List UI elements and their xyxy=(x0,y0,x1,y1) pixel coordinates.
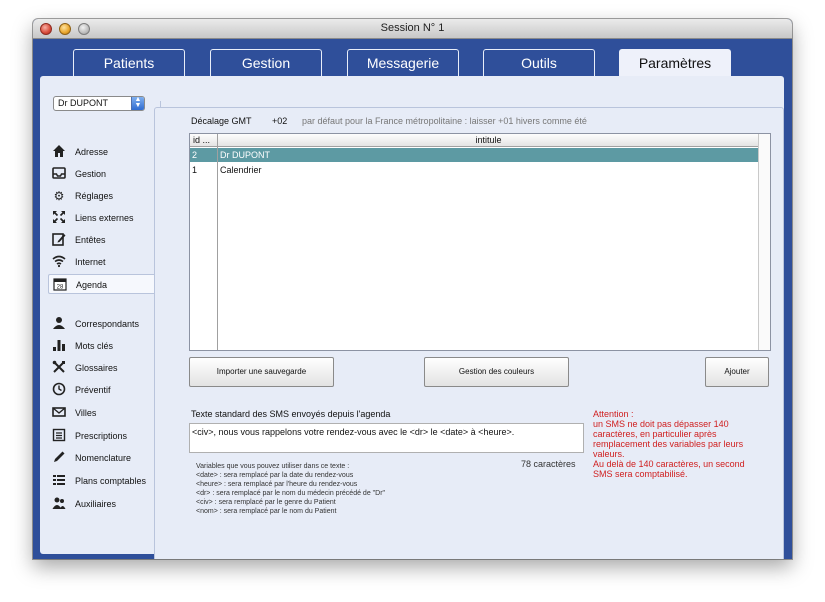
warning-line: Attention : xyxy=(593,409,634,419)
list-icon xyxy=(51,428,67,444)
column-header-id[interactable]: id ... xyxy=(193,135,211,145)
window-title: Session N° 1 xyxy=(380,22,445,34)
gmt-offset-field[interactable]: +02 xyxy=(272,116,288,126)
sidebar-item-label: Mots clés xyxy=(75,341,114,351)
bar-chart-icon xyxy=(51,338,67,354)
sidebar-item-nomenclature[interactable] xyxy=(51,448,161,468)
sidebar-item-prescriptions[interactable] xyxy=(51,426,161,446)
sidebar-item-label: Correspondants xyxy=(75,319,140,329)
sidebar-item-label: Villes xyxy=(75,408,97,418)
sidebar-item-internet[interactable] xyxy=(51,252,161,272)
variables-line: <dr> : sera remplacé par le nom du médecin précédé de "Dr" xyxy=(196,490,386,497)
table-scrollbar[interactable] xyxy=(758,134,770,350)
person-icon xyxy=(51,316,67,332)
tab-patients[interactable]: Patients xyxy=(73,49,185,77)
sidebar-item-auxiliaires[interactable] xyxy=(51,494,161,514)
agenda-table xyxy=(189,133,771,351)
table-header xyxy=(190,134,758,147)
tab-gestion[interactable]: Gestion xyxy=(210,49,322,77)
pen-icon xyxy=(51,450,67,466)
sidebar-item-agenda[interactable] xyxy=(48,274,163,294)
tab-messagerie[interactable]: Messagerie xyxy=(347,49,459,77)
table-cell-intitule: Dr DUPONT xyxy=(220,150,270,160)
gmt-hint: par défaut pour la France métropolitaine : laisser +01 hivers comme été xyxy=(302,116,587,126)
tab-outils[interactable]: Outils xyxy=(483,49,595,77)
sidebar-item-entetes[interactable] xyxy=(51,230,161,250)
color-management-button[interactable]: Gestion des couleurs xyxy=(424,357,569,387)
sidebar-item-glossaires[interactable] xyxy=(51,358,161,378)
select-arrows-icon: ▲ ▼ xyxy=(131,97,144,110)
envelope-icon xyxy=(51,405,67,421)
calendar-day-text: 28 xyxy=(56,284,64,291)
sms-title: Texte standard des SMS envoyés depuis l'agenda xyxy=(191,409,391,419)
wifi-icon xyxy=(51,254,67,270)
group-icon xyxy=(51,496,67,512)
calendar-icon xyxy=(52,277,68,293)
plan-list-icon xyxy=(51,473,67,489)
expand-icon xyxy=(51,210,67,226)
tools-icon xyxy=(51,360,67,376)
tab-parametres[interactable]: Paramètres xyxy=(619,49,731,77)
sidebar-item-label: Adresse xyxy=(75,147,109,157)
sidebar-item-liens-externes[interactable] xyxy=(51,208,161,228)
table-cell-intitule: Calendrier xyxy=(220,165,262,175)
sms-character-count: 78 caractères xyxy=(521,459,576,469)
sidebar-item-plans-comptables[interactable] xyxy=(51,471,161,491)
warning-line: valeurs. xyxy=(593,449,625,459)
sidebar-item-label: Entêtes xyxy=(75,235,106,245)
variables-line: Variables que vous pouvez utiliser dans ce texte : xyxy=(196,463,350,470)
home-icon xyxy=(51,144,67,160)
add-button[interactable]: Ajouter xyxy=(705,357,769,387)
table-row[interactable] xyxy=(190,163,758,177)
sidebar-item-label: Gestion xyxy=(75,169,107,179)
sidebar-item-label: Nomenclature xyxy=(75,453,132,463)
variables-line: <nom> : sera remplacé par le nom du Patient xyxy=(196,508,337,515)
sidebar-item-label: Réglages xyxy=(75,191,114,201)
sms-text-field[interactable]: <civ>, nous vous rappelons votre rendez-vous avec le <dr> le <date> à <heure>. xyxy=(189,423,584,453)
sidebar-item-preventif[interactable] xyxy=(51,380,161,400)
doctor-select-value: Dr DUPONT xyxy=(58,98,108,108)
app-window xyxy=(33,19,792,559)
sidebar-item-label: Plans comptables xyxy=(75,476,147,486)
sidebar-item-correspondants[interactable] xyxy=(51,314,161,334)
warning-line: caractères, en particulier après xyxy=(593,429,717,439)
sms-variables-help xyxy=(196,462,385,516)
sidebar-item-adresse[interactable] xyxy=(51,142,161,162)
edit-icon xyxy=(51,232,67,248)
sidebar-item-label: Liens externes xyxy=(75,213,134,223)
gmt-label: Décalage GMT xyxy=(191,116,252,126)
sidebar-item-label: Agenda xyxy=(76,280,108,290)
sidebar-item-label: Préventif xyxy=(75,385,111,395)
sidebar-item-villes[interactable] xyxy=(51,403,161,423)
sidebar-item-reglages[interactable] xyxy=(51,186,161,206)
sidebar-item-label: Prescriptions xyxy=(75,431,128,441)
title-bar xyxy=(33,19,792,39)
variables-line: <civ> : sera remplacé par le genre du Patient xyxy=(196,499,336,506)
sidebar-item-gestion[interactable] xyxy=(51,164,161,184)
column-header-intitule[interactable]: intitule xyxy=(475,135,502,145)
sidebar-item-label: Auxiliaires xyxy=(75,499,117,509)
clock-icon xyxy=(51,382,67,398)
variables-line: <heure> : sera remplacé par l'heure du rendez-vous xyxy=(196,481,358,488)
table-cell-id: 1 xyxy=(192,165,198,175)
inbox-icon xyxy=(51,166,67,182)
sms-warning xyxy=(593,409,763,479)
column-divider xyxy=(217,134,218,350)
gear-icon: ⚙ xyxy=(53,189,65,203)
import-backup-button[interactable]: Importer une sauvegarde xyxy=(189,357,334,387)
table-cell-id: 2 xyxy=(192,150,198,160)
doctor-select[interactable] xyxy=(53,96,145,111)
tab-content xyxy=(40,76,784,554)
variables-line: <date> : sera remplacé par la date du rendez-vous xyxy=(196,472,354,479)
warning-line: remplacement des variables par leurs xyxy=(593,439,744,449)
warning-line: un SMS ne doit pas dépasser 140 xyxy=(593,419,729,429)
sidebar-item-label: Internet xyxy=(75,257,106,267)
warning-line: Au delà de 140 caractères, un second xyxy=(593,459,745,469)
sidebar-item-mots-cles[interactable] xyxy=(51,336,161,356)
warning-line: SMS sera comptabilisé. xyxy=(593,469,688,479)
sidebar-item-label: Glossaires xyxy=(75,363,118,373)
table-row[interactable] xyxy=(190,148,758,162)
